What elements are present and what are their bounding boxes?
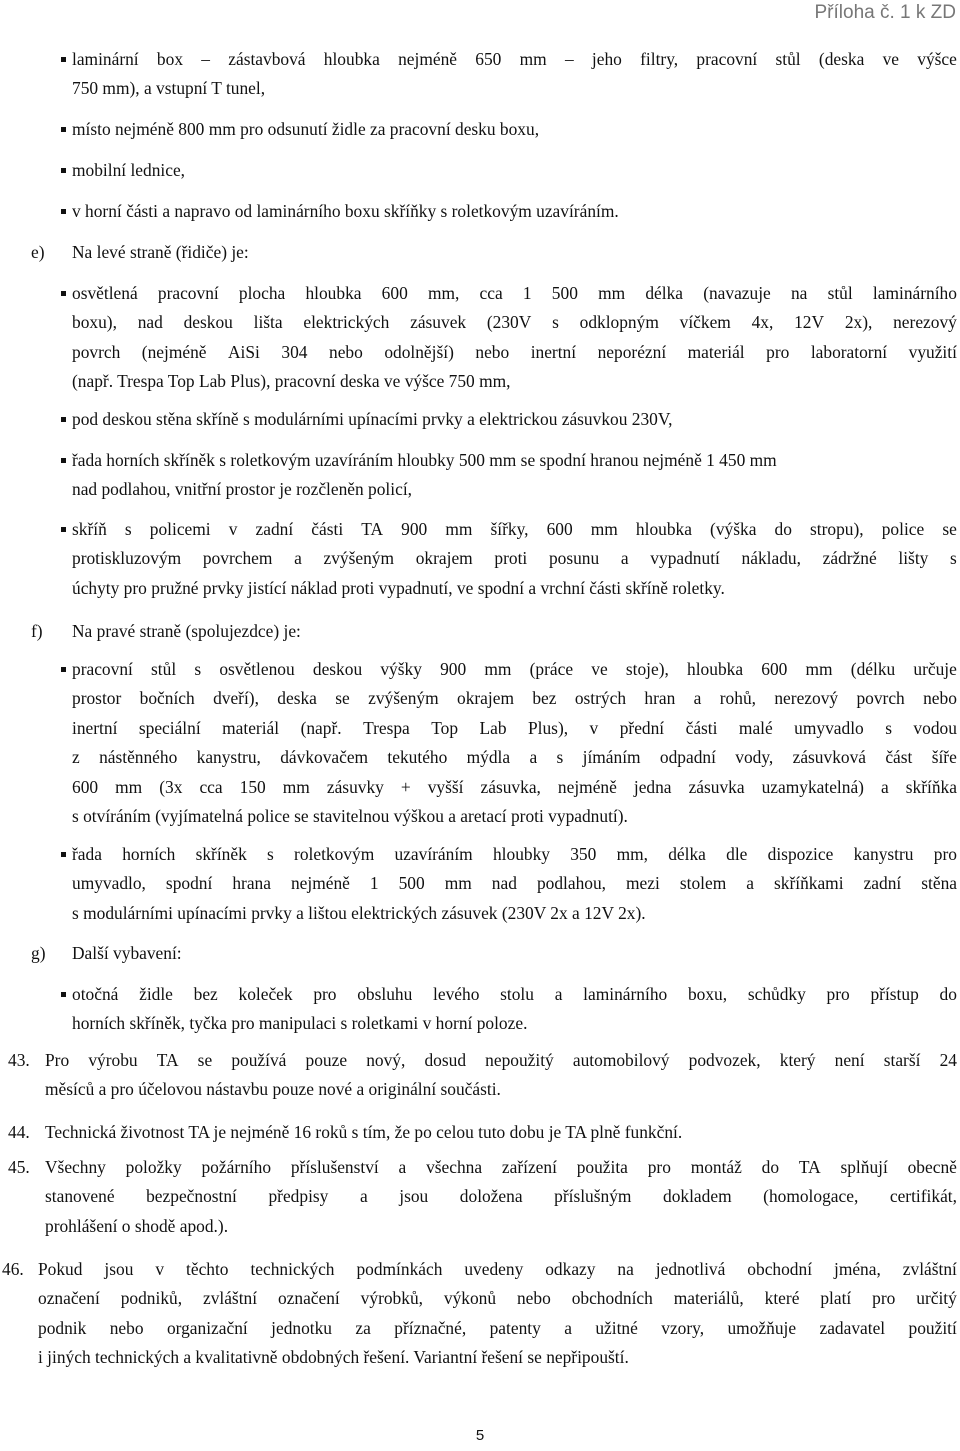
- text-line: prohlášení o shodě apod.).: [45, 1215, 229, 1236]
- text-line: otočná židle bez koleček pro obsluhu levého stolu a laminárního boxu, schůdky pro přístup do: [72, 984, 957, 1004]
- paragraph-text: [72, 939, 957, 968]
- text-line: v horní části a napravo od laminárního boxu skříňky s roletkovým uzavíráním.: [72, 201, 619, 221]
- item-marker: f): [31, 621, 43, 641]
- text-line: Na levé straně (řidiče) je:: [72, 242, 249, 262]
- text-line: řada horních skříněk s roletkovým uzavíráním hloubky 350 mm, délka dle dispozice kanystru pro: [72, 844, 957, 864]
- paragraph-text: [45, 1153, 957, 1241]
- text-line: pracovní stůl s osvětlenou deskou výšky 900 mm (práce ve stoje), hloubka 600 mm (délku určuje: [72, 659, 957, 679]
- text-line: prostor bočních dveří), deska se zvýšeným okrajem bez ostrých hran a rohů, nerezový povrch nebo: [72, 688, 957, 709]
- text-line: úchyty pro pružné prvky jistící náklad proti vypadnutí, ve spodní a vrchní části skříně roletky.: [72, 577, 725, 598]
- text-line: pod deskou stěna skříně s modulárními upínacími prvky a elektrickou zásuvkou 230V,: [72, 409, 673, 429]
- bullet-marker-icon: [61, 992, 66, 997]
- text-line: osvětlená pracovní plocha hloubka 600 mm, cca 1 500 mm délka (navazuje na stůl laminárního: [72, 283, 957, 303]
- item-marker: 44.: [8, 1122, 30, 1142]
- paragraph-text: [72, 840, 957, 928]
- text-line: mobilní lednice,: [72, 160, 186, 180]
- bullet-marker-icon: [61, 852, 66, 857]
- text-line: Všechny položky požárního příslušenství a všechna zařízení použita pro montáž do TA splňují obecně: [45, 1157, 957, 1177]
- text-line: laminární box – zástavbová hloubka nejméně 650 mm – jeho filtry, pracovní stůl (deska ve výšce: [72, 49, 957, 69]
- text-line: nad podlahou, vnitřní prostor je rozčleněn policí,: [72, 479, 412, 500]
- text-line: horních skříněk, tyčka pro manipulaci s roletkami v horní poloze.: [72, 1013, 528, 1034]
- text-line: měsíců a pro účelovou nástavbu pouze nové a originální součásti.: [45, 1079, 501, 1100]
- item-marker: 46.: [2, 1259, 24, 1279]
- bullet-marker-icon: [61, 291, 66, 296]
- text-line: i jiných technických a kvalitativně obdobných řešení. Variantní řešení se nepřipouští.: [38, 1347, 629, 1368]
- text-line: stanovené bezpečnostní předpisy a jsou doložena příslušným dokladem (homologace, certifikát,: [45, 1186, 957, 1207]
- paragraph-text: [45, 1118, 957, 1147]
- paragraph-text: [72, 156, 957, 185]
- text-line: umyvadlo, spodní hrana nejméně 1 500 mm nad podlahou, mezi stolem a skříňkami zadní stěna: [72, 873, 957, 894]
- bullet-marker-icon: [61, 127, 66, 132]
- text-line: s otvíráním (vyjímatelná police se stavitelnou výškou a aretací proti vypadnutí).: [72, 805, 628, 826]
- paragraph-text: [72, 655, 957, 831]
- text-line: Na pravé straně (spolujezdce) je:: [72, 621, 301, 641]
- item-marker: g): [31, 943, 46, 963]
- paragraph-text: [72, 238, 957, 267]
- text-line: (např. Trespa Top Lab Plus), pracovní deska ve výšce 750 mm,: [72, 371, 511, 392]
- bullet-marker-icon: [61, 57, 66, 62]
- paragraph-text: [72, 45, 957, 104]
- attachment-header: Příloha č. 1 k ZD: [814, 2, 956, 23]
- text-line: 600 mm (3x cca 150 mm zásuvky + vyšší zásuvka, nejméně jedna zásuvka uzamykatelná) a skříňka: [72, 776, 957, 797]
- text-line: podnik nebo organizační jednotku za příznačné, patenty a užitné vzory, umožňuje zadavatel použití: [38, 1317, 957, 1338]
- paragraph-text: [72, 446, 957, 505]
- text-line: protiskluzovým povrchem a zvýšeným okrajem proti posunu a vypadnutí nákladu, zádržné lišty s: [72, 548, 957, 569]
- paragraph-text: [72, 515, 957, 603]
- text-line: Další vybavení:: [72, 943, 182, 963]
- text-line: boxu), nad deskou lišta elektrických zásuvek (230V s odklopným víčkem 4x, 12V 2x), nerezový: [72, 312, 957, 333]
- paragraph-text: [72, 115, 957, 144]
- text-line: označení podniků, zvláštní označení výrobků, výkonů nebo obchodních materiálů, které platí pro určitý: [38, 1288, 957, 1309]
- text-line: Pokud jsou v těchto technických podmínkách uvedeny odkazy na jednotlivá obchodní jména, zvláštní: [38, 1259, 957, 1279]
- text-line: Pro výrobu TA se používá pouze nový, dosud nepoužitý automobilový podvozek, který není starší 24: [45, 1050, 957, 1070]
- page-number: 5: [475, 1427, 485, 1444]
- item-marker: e): [31, 242, 45, 262]
- bullet-marker-icon: [61, 417, 66, 422]
- paragraph-text: [72, 279, 957, 397]
- paragraph-text: [45, 1046, 957, 1105]
- item-marker: 45.: [8, 1157, 30, 1177]
- item-marker: 43.: [8, 1050, 30, 1070]
- paragraph-text: [72, 405, 957, 434]
- paragraph-text: [72, 617, 957, 646]
- paragraph-text: [38, 1255, 957, 1373]
- text-line: 750 mm), a vstupní T tunel,: [72, 78, 266, 99]
- paragraph-text: [72, 197, 957, 226]
- bullet-marker-icon: [61, 458, 66, 463]
- paragraph-text: [72, 980, 957, 1039]
- text-line: místo nejméně 800 mm pro odsunutí židle za pracovní desku boxu,: [72, 119, 540, 139]
- text-line: skříň s policemi v zadní části TA 900 mm šířky, 600 mm hloubka (výška do stropu), police se: [72, 519, 957, 539]
- bullet-marker-icon: [61, 527, 66, 532]
- text-line: s modulárními upínacími prvky a lištou elektrických zásuvek (230V 2x a 12V 2x).: [72, 902, 646, 923]
- text-line: řada horních skříněk s roletkovým uzavíráním hloubky 500 mm se spodní hranou nejméně 1 450 mm: [72, 450, 777, 470]
- bullet-marker-icon: [61, 209, 66, 214]
- text-line: inertní speciální materiál (např. Trespa Top Lab Plus), v přední části malé umyvadlo s vodou: [72, 717, 957, 738]
- text-line: Technická životnost TA je nejméně 16 roků s tím, že po celou tuto dobu je TA plně funkční.: [45, 1122, 683, 1142]
- bullet-marker-icon: [61, 168, 66, 173]
- bullet-marker-icon: [61, 667, 66, 672]
- text-line: povrch (nejméně AiSi 304 nebo odolnější) nebo inertní neporézní materiál pro laboratorní využití: [72, 341, 957, 362]
- text-line: z nástěnného kanystru, dávkovačem tekutého mýdla a s jímáním odpadní vody, zásuvková část šíře: [72, 747, 957, 768]
